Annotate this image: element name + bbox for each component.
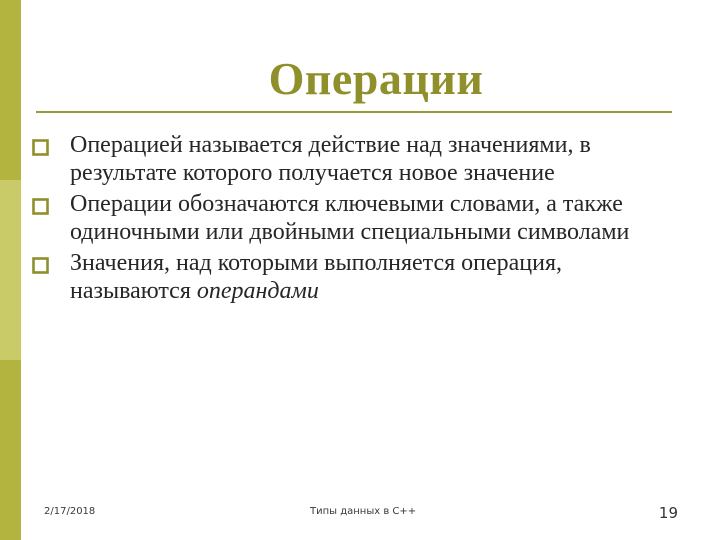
side-band-segment	[0, 180, 21, 360]
side-color-band	[0, 0, 21, 540]
side-band-segment	[0, 360, 21, 540]
hollow-square-bullet-icon	[32, 139, 49, 156]
bullet-text: Значения, над которыми выполняется операция, называются	[70, 250, 563, 304]
slide-title: Операции	[268, 53, 484, 104]
bullet-item	[32, 249, 682, 305]
hollow-square-bullet-icon	[32, 257, 49, 274]
side-band-segment	[0, 0, 21, 180]
hollow-square-bullet-icon	[32, 198, 49, 215]
bullet-text: Операцией называется действие над значениями, в результате которого получается новое значение	[70, 132, 591, 186]
title-underline	[36, 111, 672, 113]
bullet-emphasis: операндами	[196, 278, 319, 304]
page-number: 19	[658, 504, 678, 522]
bullet-item	[32, 190, 682, 246]
bullet-text: Операции обозначаются ключевыми словами, а также одиночными или двойными специальными символами	[70, 191, 630, 245]
bullet-item	[32, 131, 682, 187]
footer-date: 2/17/2018	[44, 506, 96, 517]
bullet-list	[32, 131, 682, 308]
footer-center-text: Типы данных в С++	[310, 506, 417, 517]
